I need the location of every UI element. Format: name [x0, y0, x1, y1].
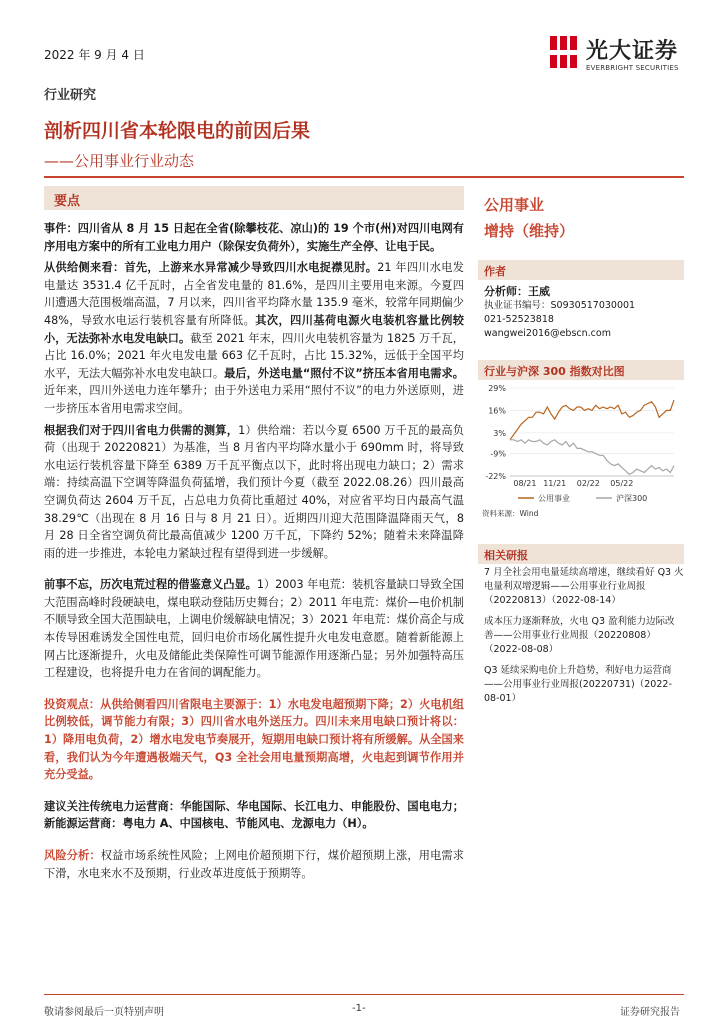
- license-number: 执业证书编号：S0930517030001: [484, 300, 636, 311]
- series-line: [510, 400, 674, 440]
- legend-label: 沪深300: [616, 494, 648, 503]
- page-number: -1-: [352, 1003, 366, 1014]
- y-tick-label: 3%: [493, 428, 506, 438]
- recommendation-paragraph: 建议关注传统电力运营商：华能国际、华电国际、长江电力、申能股份、国电电力；新能源运营商：粤电力 A、中国核电、节能风电、龙源电力（H）。: [44, 799, 464, 831]
- logo-name: 光大证券: [586, 39, 679, 64]
- report-category: 行业研究: [44, 88, 97, 103]
- investment-view-paragraph: 投资观点：从供给侧看四川省限电主要源于：1）水电发电超预期下降；2）火电机组比例较低，调节能力有限；3）四川省水电外送压力。四川未来用电缺口预计将以：1）降用电负荷，2）增水电发电节奏展开，短期用电缺口预计将有所缓解。从全国来看，我们认为今年遭遇极端天气，Q3 全社会用电量预期高增，火电起到调节作用并充分受益。: [44, 697, 464, 782]
- author-header: 作者: [478, 260, 684, 280]
- history-paragraph: 前事不忘，历次电荒过程的借鉴意义凸显。1）2003 年电荒：装机容量缺口导致全国大范围高峰时段硬缺电，煤电联动登陆历史舞台；2）2011 年电荒：煤价—电价机制不顺导致全国大范围缺电，上调电价缓解缺电情况；3）2021 年电荒：煤价高企与成本传导困难诱发全国性电荒，回归电价市场化属性提升火电发电意愿。随着新能源上网占比逐渐提升，火电及储能此类保障性可调节能源作用逐渐凸显；另外加强特高压工程建设，也将提升电力在省间的调配能力。: [44, 578, 464, 680]
- supply-paragraph: 从供给侧来看：首先，上游来水异常减少导致四川水电捉襟见肘。21 年四川水电发电量达 3531.4 亿千瓦时，占全省发电量的 81.6%，是四川主要用电来源。今夏四川遭遇大范围极端高温，7 月以来，四川省平均降水量 135.9 毫米，较常年同期偏少 48%，导致水电运行装机容量有所降低。其次，四川基荷电源火电装机容量比例较小，无法弥补水电发电缺口。截至 2021 年末，四川火电装机容量为 1825 万千瓦，占比 16.0%；2021 年火电发电量 663 亿千瓦时，占比 15.32%，远低于全国平均水平，无法大幅弥补水电发电缺口。最后，外送电量“照付不议”挤压本省用电需求。近年来，四川外送电力连年攀升；由于外送电力采用“照付不议”的电力外送原则，进一步挤压本省用电需求空间。: [44, 261, 464, 415]
- risk-paragraph: 风险分析：权益市场系统性风险；上网电价超预期下行，煤价超预期上涨，用电需求下滑，水电来水不及预期，行业改革进度低于预期等。: [44, 849, 464, 880]
- legend-label: 公用事业: [538, 494, 570, 503]
- rating-badge: 增持（维持）: [484, 222, 575, 240]
- series-line: [510, 440, 674, 475]
- x-tick-label: 05/22: [610, 479, 634, 488]
- summary-label: 要点: [54, 194, 81, 209]
- page-subtitle: ——公用事业行业动态: [44, 152, 195, 170]
- analyst-email[interactable]: wangwei2016@ebscn.com: [484, 328, 611, 339]
- sector-name: 公用事业: [484, 196, 545, 214]
- analyst-info: [484, 285, 635, 341]
- related-reports-header: 相关研报: [478, 544, 684, 564]
- footer-disclaimer[interactable]: 敬请参阅最后一页特别声明: [44, 1007, 164, 1018]
- y-tick-label: 29%: [488, 384, 506, 393]
- report-date: 2022 年 9 月 4 日: [44, 48, 145, 62]
- y-tick-label: 16%: [488, 406, 506, 416]
- y-tick-label: -9%: [490, 449, 506, 459]
- footer-report-type: 证券研究报告: [620, 1007, 680, 1018]
- page-title: 剖析四川省本轮限电的前因后果: [44, 120, 311, 142]
- chart-header: 行业与沪深 300 指数对比图: [478, 360, 684, 380]
- everbright-logo-icon: [548, 32, 578, 72]
- chart-canvas: [478, 380, 684, 520]
- analyst-name: 分析师：王威: [484, 285, 550, 298]
- main-body: [44, 220, 464, 886]
- footer-divider: [44, 994, 684, 995]
- summary-header: [44, 186, 464, 210]
- x-tick-label: 02/22: [576, 479, 600, 488]
- related-report-item[interactable]: 成本压力逐渐释放，火电 Q3 盈利能力边际改善——公用事业行业周报（20220808）（2022-08-08）: [484, 616, 675, 655]
- analyst-phone: 021-52523818: [484, 314, 554, 325]
- y-tick-label: -22%: [485, 472, 506, 481]
- related-report-item[interactable]: Q3 延续采购电价上升趋势，利好电力运营商——公用事业行业周报(20220731)（2022-08-01）: [484, 665, 672, 704]
- event-paragraph: 事件：四川省从 8 月 15 日起在全省(除攀枝花、凉山)的 19 个市(州)对四川电网有序用电方案中的所有工业电力用户（除保安负荷外），实施生产全停、让电于民。: [44, 222, 464, 253]
- x-tick-label: 08/21: [513, 479, 537, 488]
- logo: [548, 30, 688, 82]
- logo-english: EVERBRIGHT SECURITIES: [586, 64, 679, 72]
- header-divider: [44, 176, 684, 178]
- related-reports: [484, 566, 684, 713]
- estimate-paragraph: 根据我们对于四川省电力供需的测算，1）供给端：若以今夏 6500 万千瓦的最高负荷（出现于 20220821）为基准，当 8 月省内平均降水量小于 690mm 时，将导致水电运行装机容量下降至 6389 万千瓦平衡点以下，此时将出现电力缺口；2）需求端：持续高温下空调等降温负荷猛增，我们预计今夏（截至 2022.08.26）四川最高空调负荷达 2604 万千瓦，占总电力负荷比重超过 40%，对应省平均日内最高气温 38.29℃（出现在 8 月 16 日与 8 月 21 日）。近期四川迎大范围降温降雨天气，8 月 28 日全省空调负荷比最高值减少 1200 万千瓦，下降约 52%；随着未来降温降雨的进一步推进，本轮电力紧缺过程有望得到进一步缓解。: [44, 423, 464, 560]
- related-report-item[interactable]: 7 月全社会用电量延续高增速，继续看好 Q3 火电量利双增逻辑——公用事业行业周报（20220813）（2022-08-14）: [484, 567, 684, 606]
- chart-source: 资料来源：Wind: [482, 509, 539, 518]
- index-comparison-chart: [478, 380, 684, 520]
- x-tick-label: 11/21: [543, 479, 567, 488]
